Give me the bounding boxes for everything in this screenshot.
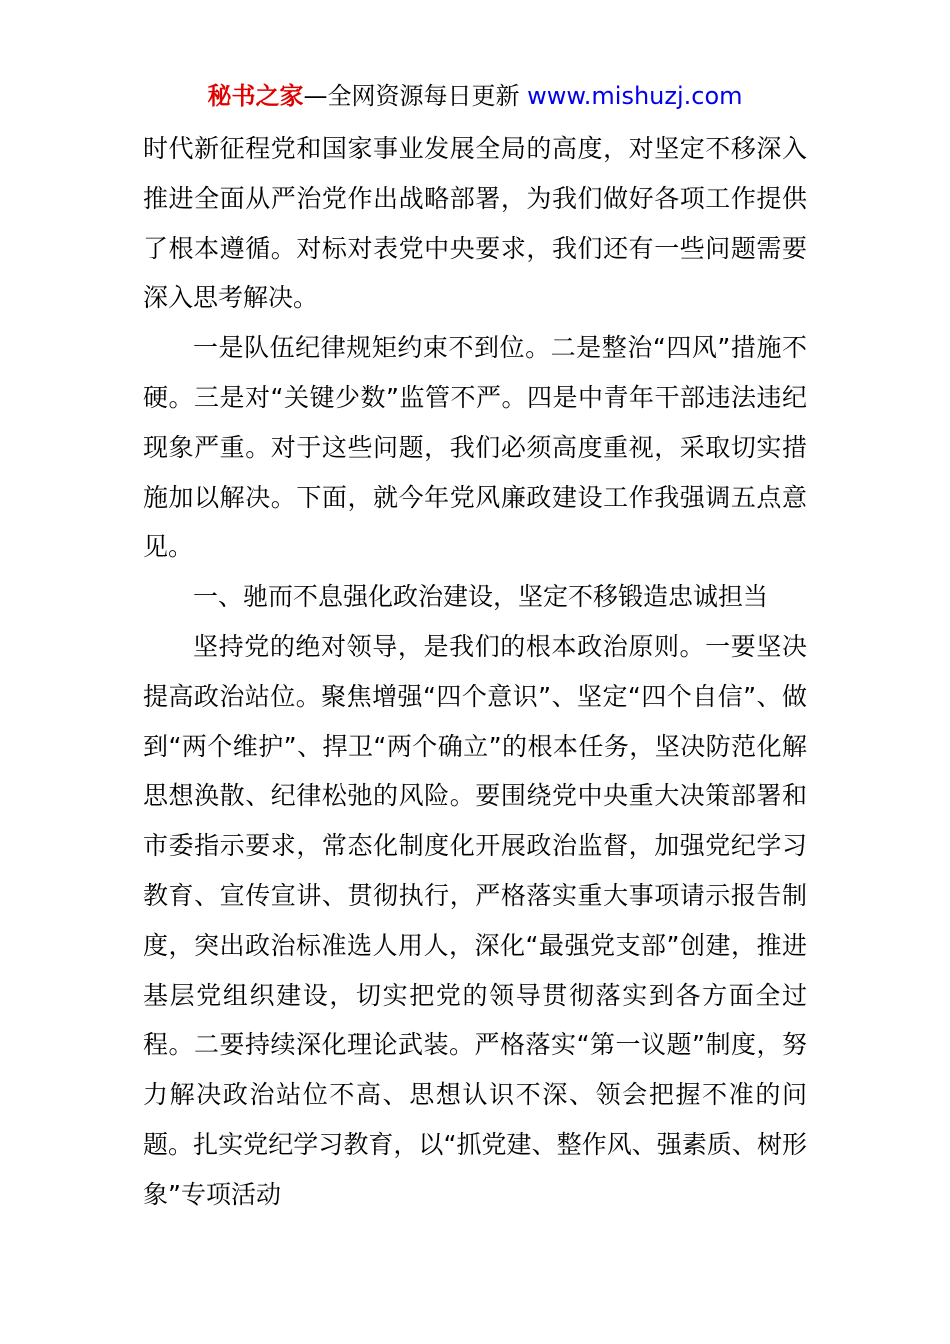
site-url-link[interactable]: www.mishuzj.com (527, 82, 743, 110)
paragraph-1: 时代新征程党和国家事业发展全局的高度，对坚定不移深入推进全面从严治党作出战略部署，为我们做好各项工作提供了根本遵循。对标对表党中央要求，我们还有一些问题需要深入思考解决。 (143, 134, 807, 313)
brand-name: 秘书之家 (207, 82, 304, 110)
paragraph-3: 坚持党的绝对领导，是我们的根本政治原则。一要坚决提高政治站位。聚焦增强“四个意识”、坚定“四个自信”、做到“两个维护”、捍卫“两个确立”的根本任务，坚决防范化解思想涣散、纪律松弛的风险。要围绕党中央重大决策部署和市委指示要求，常态化制度化开展政治监督，加强党纪学习教育、宣传宣讲、贯彻执行，严格落实重大事项请示报告制度，突出政治标准选人用人，深化“最强党支部”创建，推进基层党组织建设，切实把党的领导贯彻落实到各方面全过程。二要持续深化理论武装。严格落实“第一议题”制度，努力解决政治站位不高、思想认识不深、领会把握不准的问题。扎实党纪学习教育，以“抓党建、整作风、强素质、树形象”专项活动 (143, 631, 807, 1209)
section-heading-1: 一、驰而不息强化政治建设，坚定不移锻造忠诚担当 (193, 582, 769, 612)
document-body (143, 124, 807, 1220)
page-header (0, 78, 950, 114)
header-tagline: —全网资源每日更新 (303, 82, 520, 110)
paragraph-2: 一是队伍纪律规矩约束不到位。二是整治“四风”措施不硬。三是对“关键少数”监管不严。四是中青年干部违法违纪现象严重。对于这些问题，我们必须高度重视，采取切实措施加以解决。下面，就今年党风廉政建设工作我强调五点意见。 (143, 333, 807, 562)
